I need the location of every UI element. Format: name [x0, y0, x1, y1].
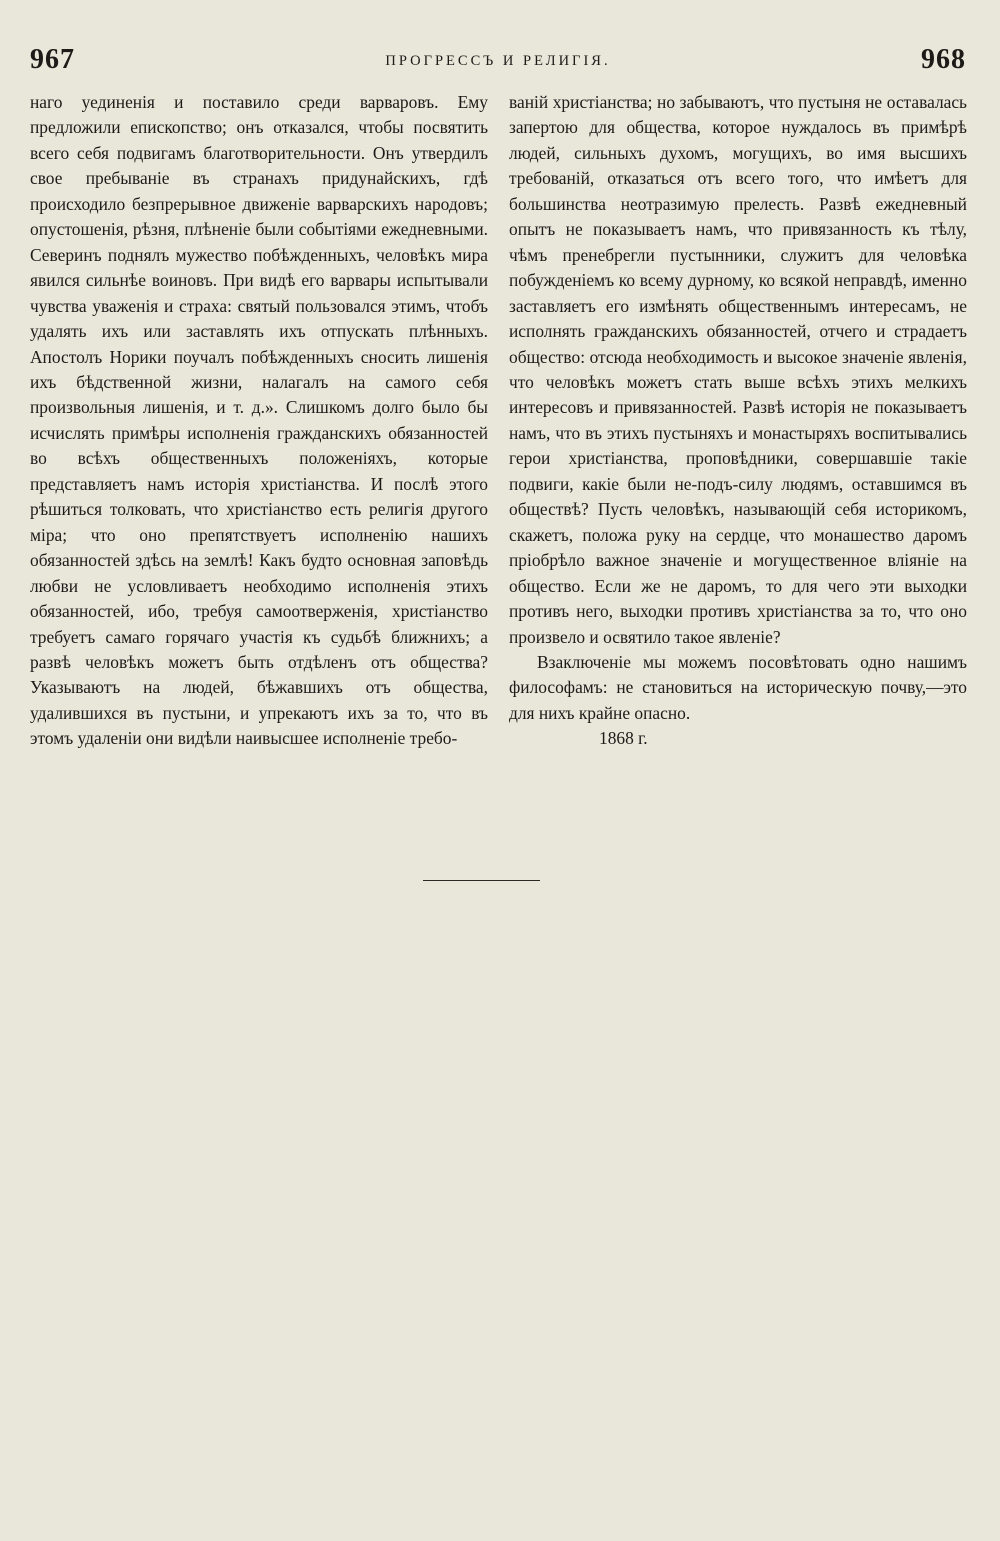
- right-column: [509, 90, 967, 752]
- date: 1868 г.: [599, 728, 648, 749]
- page-number-left: 967: [30, 44, 75, 75]
- right-column-paragraph-1: ваній христіанства; но забываютъ, что пустыня не оставалась запертою для общества, которое нуждалось въ примѣрѣ людей, сильныхъ духомъ, могущихъ, во имя высшихъ требованій, отказаться отъ всего того, что имѣетъ для большинства неотразимую прелесть. Развѣ ежедневный опытъ не показываетъ намъ, что привязанность къ тѣлу, чѣмъ пренебрегли пустынники, служитъ для человѣка побужденіемъ ко всему дурному, ко всякой неправдѣ, именно заставляетъ его измѣнять общественнымъ интересамъ, не исполнять гражданскихъ обязанностей, отчего и страдаетъ общество: отсюда необходимость и высокое значеніе явленія, что человѣкъ можетъ стать выше всѣхъ этихъ мелкихъ интересовъ и привязанностей. Развѣ исторія не показываетъ намъ, что въ этихъ пустыняхъ и монастыряхъ воспитывались герои христіанства, проповѣдники, совершавшіе такіе подвиги, какіе были не-подъ-силу людямъ, оставшимся въ обществѣ? Пусть человѣкъ, называющій себя историкомъ, скажетъ, положа руку на сердце, что монашество даромъ пріобрѣло важное значеніе и могущественное вліяніе на общество. Если же не даромъ, то для чего эти выходки противъ него, выходки противъ христіанства за то, что оно произвело и освятило такое явленіе?: [509, 92, 967, 647]
- left-column-paragraph: наго уединенія и поставило среди варваровъ. Ему предложили епископство; онъ отказался, чтобы посвятить всего себя подвигамъ благотворительности. Онъ утвердилъ свое пребываніе въ странахъ придунайскихъ, гдѣ происходило безпрерывное движеніе варварскихъ народовъ; опустошенія, рѣзня, плѣненіе были событіями ежедневными. Северинъ поднялъ мужество побѣжденныхъ, человѣкъ мира явился сильнѣе воиновъ. При видѣ его варвары испытывали чувства уваженія и страха: святый пользовался этимъ, чтобъ удалять ихъ или заставлять ихъ отпускать плѣнныхъ. Апостолъ Норики поучалъ побѣжденныхъ сносить лишенія ихъ бѣдственной жизни, налагалъ на самого себя произвольныя лишенія, и т. д.». Слишкомъ долго было бы исчислять примѣры исполненія гражданскихъ обязанностей во всѣхъ общественныхъ положеніяхъ, которые представляетъ намъ исторія христіанства. И послѣ этого рѣшиться толковать, что христіанство есть религія другого міра; что оно препятствуетъ исполненію нашихъ обязанностей здѣсь на землѣ! Какъ будто основная заповѣдь любви не условливаетъ необходимо исполненія этихъ обязанностей, ибо, требуя самоотверженія, христіанство требуетъ самаго горячаго участія къ судьбѣ ближнихъ; а развѣ человѣкъ можетъ быть отдѣленъ отъ общества? Указываютъ на людей, бѣжавшихъ отъ общества, удалившихся въ пустыни, и упрекаютъ ихъ за то, что въ этомъ удаленіи они видѣли наивысшее исполненіе требо-: [30, 92, 488, 749]
- date-line: [509, 726, 967, 751]
- page-header: [30, 44, 966, 80]
- running-title: ПРОГРЕССЪ И РЕЛИГІЯ.: [385, 53, 611, 69]
- right-column-paragraph-2: Взаключеніе мы можемъ посовѣтовать одно нашимъ философамъ: не становиться на историческую почву,—это для нихъ крайне опасно.: [509, 651, 967, 723]
- page-number-right: 968: [921, 44, 966, 75]
- left-column: [30, 90, 488, 752]
- end-rule: [423, 880, 540, 881]
